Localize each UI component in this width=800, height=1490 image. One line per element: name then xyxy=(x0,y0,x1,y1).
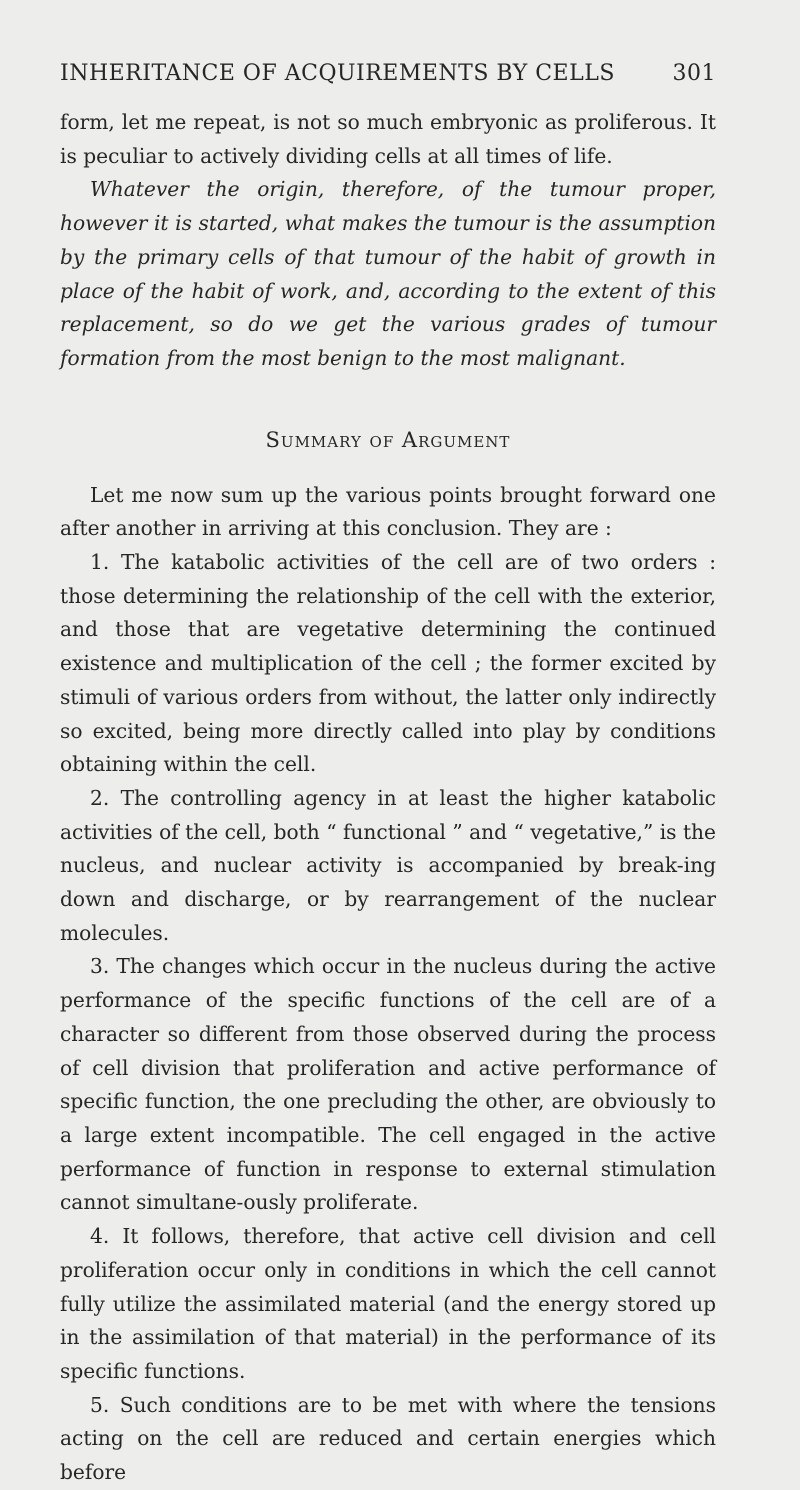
paragraph-intro: Let me now sum up the various points brought forward one after another in arriving at this conclusion. They are : xyxy=(60,482,716,541)
paragraph-continuation: form, let me repeat, is not so much embryonic as proliferous. It is peculiar to actively dividing cells at all times of life. xyxy=(60,110,716,168)
page-number: 301 xyxy=(672,61,716,86)
body-text xyxy=(60,106,716,1490)
paragraph-point-4: 4. It follows, therefore, that active cell division and cell proliferation occur only in conditions in which the cell cannot fully utilize the assimilated material (and the energy stored up in the assimilation of that material) in the performance of its specific functions. xyxy=(60,1224,716,1383)
paragraph-italic-conclusion: Whatever the origin, therefore, of the tumour proper, however it is started, what makes the tumour is the assumption by the primary cells of that tumour of the habit of growth in place of the habit of work, and, according to the extent of this replacement, so do we get the various grades of tumour formation from the most benign to the most malignant. xyxy=(60,177,716,370)
section-heading: Summary of Argument xyxy=(265,427,511,452)
running-head xyxy=(60,60,716,88)
paragraph-point-1: 1. The katabolic activities of the cell are of two orders : those determining the relationship of the cell with the exterior, and those that are vegetative determining the continued existence and multiplication of the cell ; the former excited by stimuli of various orders from without, the latter only indirectly so excited, being more directly called into play by conditions obtaining within the cell. xyxy=(60,550,716,777)
paragraph-point-2: 2. The controlling agency in at least the higher katabolic activities of the cell, both “ functional ” and “ vegetative,” is the nucleus, and nuclear activity is accompanied by break-ing down and discharge, or by rearrangement of the nuclear molecules. xyxy=(60,785,716,945)
paragraph-point-3: 3. The changes which occur in the nucleus during the active performance of the specific functions of the cell are of a character so different from those observed during the process of cell division that proliferation and active performance of specific function, the one precluding the other, are obviously to a large extent incompatible. The cell engaged in the active performance of function in response to external stimulation cannot simultane-ously proliferate. xyxy=(60,954,716,1215)
paragraph-point-5: 5. Such conditions are to be met with where the tensions acting on the cell are reduced and certain energies which before xyxy=(60,1392,716,1485)
running-head-title: INHERITANCE OF ACQUIREMENTS BY CELLS xyxy=(60,61,615,86)
